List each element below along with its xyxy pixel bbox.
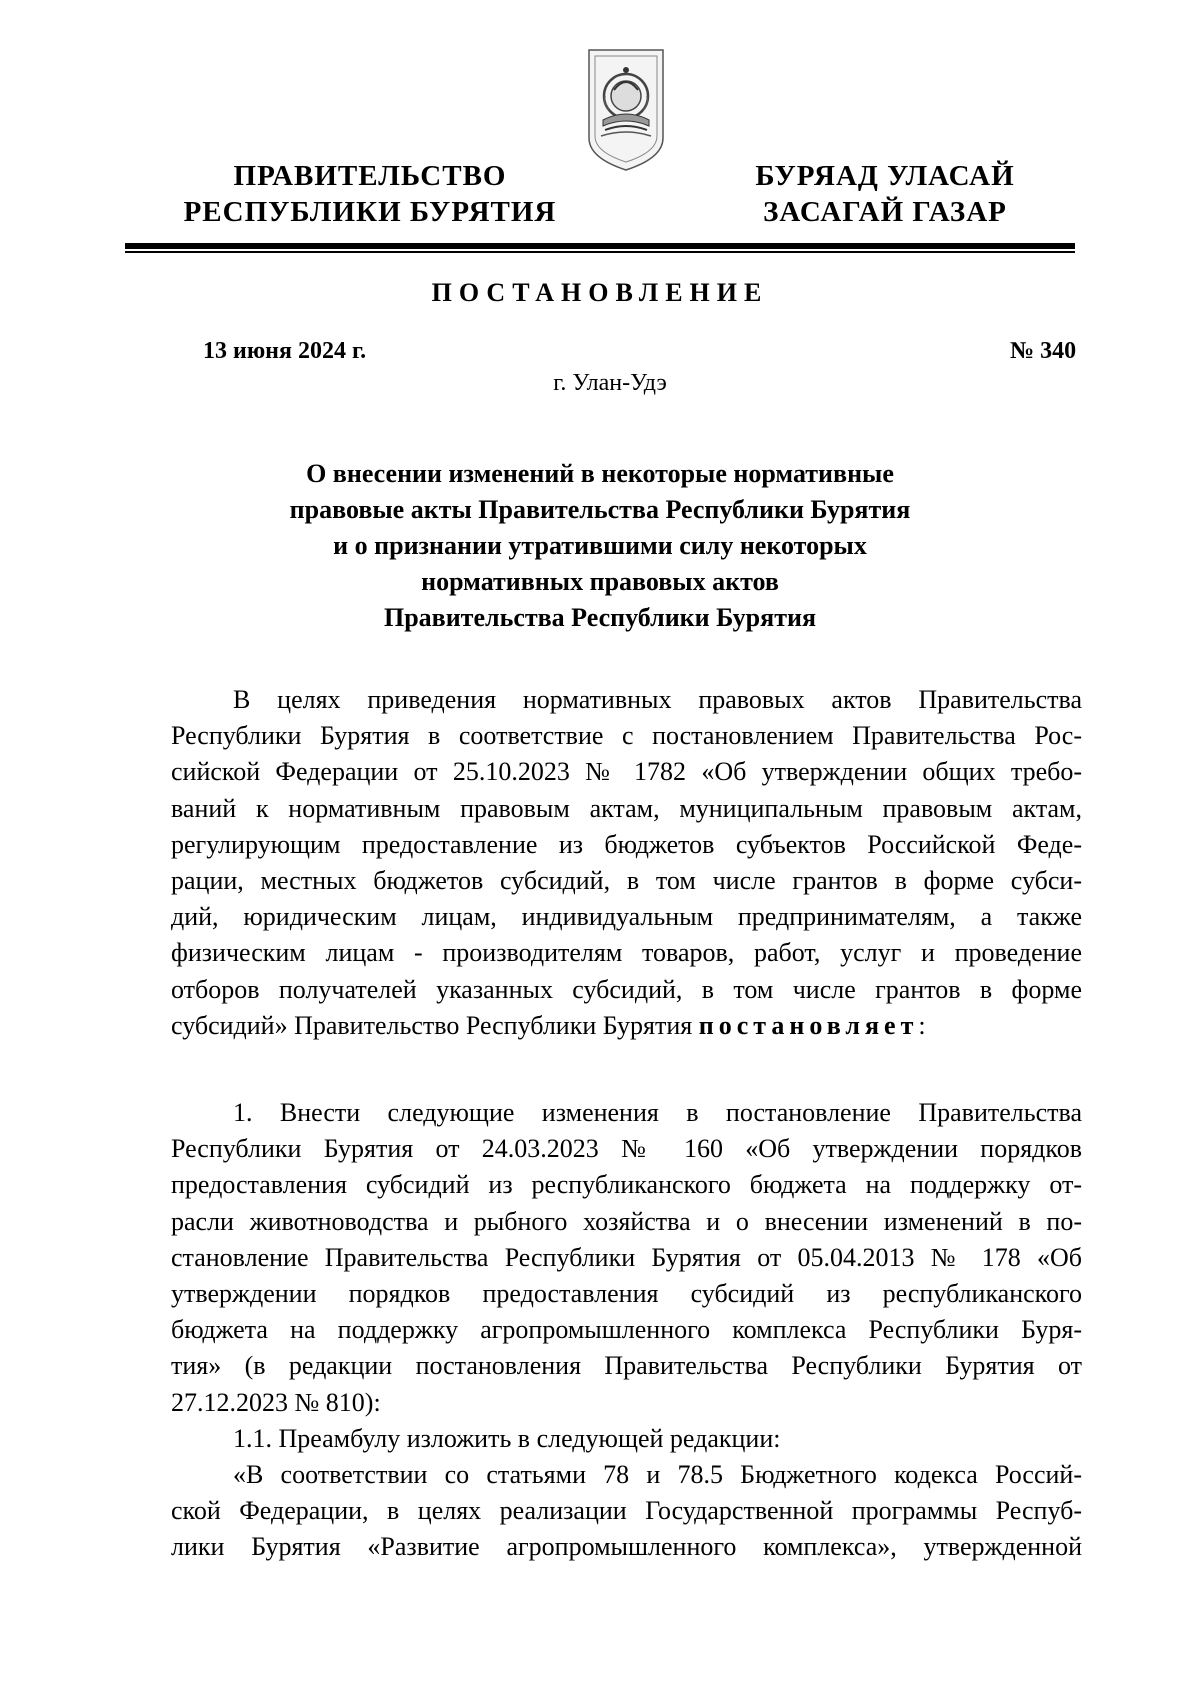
header-divider-thin <box>125 251 1075 253</box>
government-name-russian <box>175 158 565 230</box>
text-line: 27.12.2023 № 810): <box>171 1387 381 1417</box>
government-name-line: ПРАВИТЕЛЬСТВО <box>233 160 507 192</box>
text-line: 1. Внести следующие изменения в постановление Правительства <box>233 1098 1082 1127</box>
text-line: утверждении порядков предоставления субсидий из республиканского <box>171 1278 1082 1308</box>
coat-of-arms-emblem <box>583 46 669 174</box>
document-date: 13 июня 2024 г. <box>203 338 367 364</box>
document-title <box>200 456 1000 636</box>
title-line: О внесении изменений в некоторые нормативные <box>306 459 894 488</box>
text-line: предоставления субсидий из республиканского бюджета на поддержку от- <box>171 1170 1082 1200</box>
header-divider-thick <box>125 243 1075 249</box>
text-line: сийской Федерации от 25.10.2023 № 1782 «Об утверждении общих требо- <box>171 757 1082 787</box>
text-line: бюджета на поддержку агропромышленного комплекса Республики Буря- <box>171 1315 1082 1345</box>
text-line: В целях приведения нормативных правовых актов Правительства <box>233 685 1082 714</box>
text-line <box>171 1008 1082 1044</box>
text-line: ваний к нормативным правовым актам, муниципальным правовым актам, <box>171 793 1082 823</box>
text-line: лики Бурятия «Развитие агропромышленного комплекса», утвержденной <box>171 1532 1082 1562</box>
title-line: Правительства Республики Бурятия <box>383 603 817 632</box>
clause-1 <box>171 1095 1082 1565</box>
text-line: рации, местных бюджетов субсидий, в том числе грантов в форме субси- <box>171 865 1082 895</box>
text-line: тия» (в редакции постановления Правительства Республики Бурятия от <box>171 1351 1082 1381</box>
text-line: расли животноводства и рыбного хозяйства и о внесении изменений в по- <box>171 1206 1082 1236</box>
text-line: дий, юридическим лицам, индивидуальным предпринимателям, а также <box>171 902 1082 932</box>
government-name-buryat <box>740 158 1030 230</box>
text-line: ской Федерации, в целях реализации Государственной программы Респуб- <box>171 1496 1082 1526</box>
government-name-line: ЗАСАГАЙ ГАЗАР <box>763 196 1007 228</box>
text-line: регулирующим предоставление из бюджетов субъектов Российской Феде- <box>171 829 1082 859</box>
resolution-keyword: постановляет <box>698 1010 919 1040</box>
text-line: 1.1. Преамбулу изложить в следующей редакции: <box>233 1423 781 1453</box>
text-line: физическим лицам - производителям товаров, работ, услуг и проведение <box>171 938 1082 968</box>
government-name-line: БУРЯАД УЛАСАЙ <box>755 160 1015 192</box>
text-line: «В соответствии со статьями 78 и 78.5 Бюджетного кодекса Россий- <box>233 1459 1082 1489</box>
preamble-last-end: : <box>918 1010 926 1040</box>
document-type: ПОСТАНОВЛЕНИЕ <box>431 278 769 307</box>
preamble-last-text: субсидий» Правительство Республики Бурятия <box>171 1010 699 1040</box>
text-line: Республики Бурятия в соответствие с постановлением Правительства Рос- <box>171 721 1082 751</box>
title-line: правовые акты Правительства Республики Бурятия <box>289 495 911 524</box>
title-line: и о признании утратившими силу некоторых <box>333 531 867 560</box>
text-line: становление Правительства Республики Бурятия от 05.04.2013 № 178 «Об <box>171 1242 1082 1272</box>
document-number: № 340 <box>1010 338 1077 364</box>
preamble-paragraph <box>171 682 1082 1044</box>
text-line: Республики Бурятия от 24.03.2023 № 160 «Об утверждении порядков <box>171 1134 1082 1164</box>
title-line: нормативных правовых актов <box>421 567 779 596</box>
government-name-line: РЕСПУБЛИКИ БУРЯТИЯ <box>183 196 557 228</box>
text-line: отборов получателей указанных субсидий, в том числе грантов в форме <box>171 974 1082 1004</box>
document-city: г. Улан-Удэ <box>553 370 667 396</box>
